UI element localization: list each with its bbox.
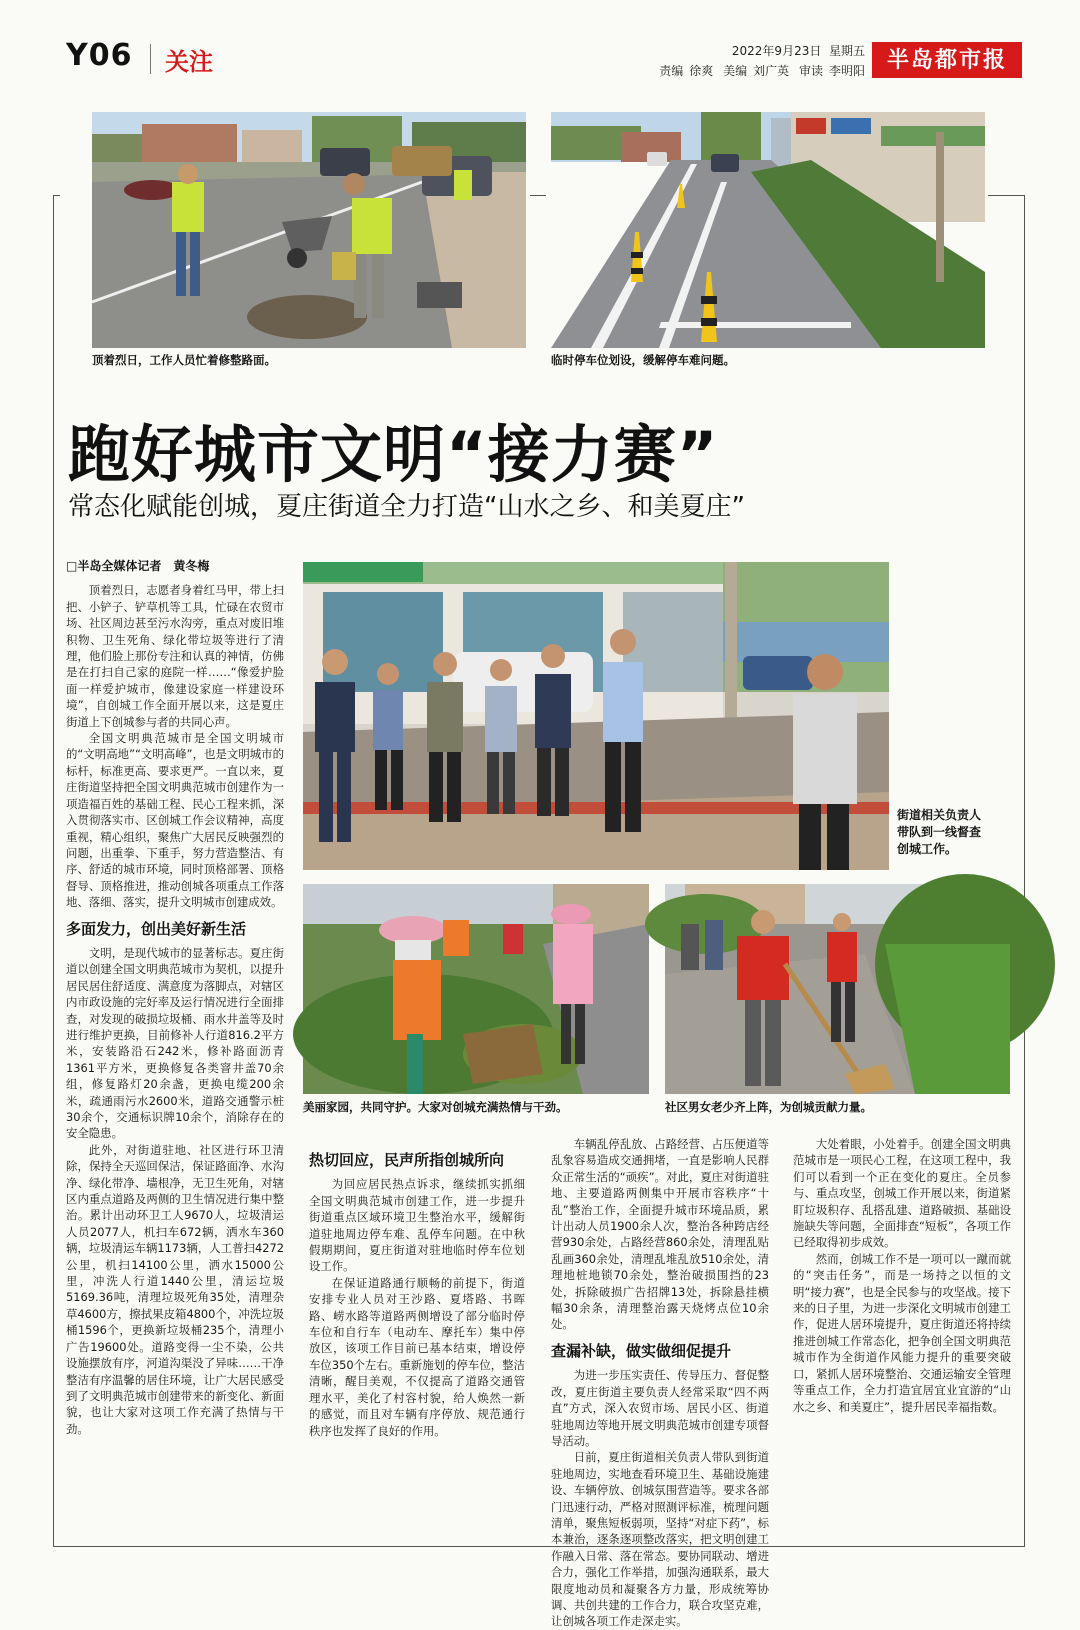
photo-parking-spaces	[551, 112, 985, 348]
headline: 跑好城市文明“接力赛”	[68, 418, 719, 491]
section-2-paragraph-3: 车辆乱停乱放、占路经营、占压便道等乱象容易造成交通拥堵，一直是影响人民群众正常生活的“顽疾”。对此，夏庄对街道驻地、主要道路两侧集中开展市容秩序“十乱”整治工作，全面提升城市环境品质，累计出动人员1900余人次，整治各种跨店经营930余处，占路经营860余处，清理乱贴乱画360余处，清理乱堆乱放510余处，清理地桩地锁70余处，整治破损围挡的23处，拆除破损广告招牌13处，拆除悬挂横幅30余条，清理整治露天烧烤点位10余处。	[551, 1137, 769, 1332]
designer-name: 刘广英	[753, 64, 790, 78]
subheadline: 常态化赋能创城，夏庄街道全力打造“山水之乡、和美夏庄”	[68, 492, 745, 522]
section-2-title: 热切回应，民声所指创城所向	[309, 1151, 505, 1169]
section-3-paragraph-3: 大处着眼，小处着手。创建全国文明典范城市是一项民心工程，在这项工程中，我们可以看到一个正在变化的夏庄。全员参与、重点攻坚，创城工作开展以来，街道紧盯垃圾积存、乱搭乱建、道路破损、基础设施缺失等问题，全面排查“短板”，各项工作已经取得初步成效。	[793, 1137, 1011, 1250]
intro-paragraph-1: 顶着烈日，志愿者身着红马甲，带上扫把、小铲子、铲草机等工具，忙碌在农贸市场、社区周边甚至污水沟旁，重点对废旧堆积物、卫生死角、绿化带垃圾等进行了清理，他们脸上那份专注和认真的神情，仿佛是在打扫自己家的庭院一样……“像爱护脸面一样爱护城市，像建设家庭一样建设环境”，自创城工作全面开展以来，这是夏庄街道上下创城参与者的共同心声。	[66, 583, 284, 729]
article-column-3	[551, 1136, 769, 1629]
intro-paragraph-2: 全国文明典范城市是全国文明城市的“文明高地”“文明高峰”，也是文明城市的标杆，标准更高、要求更严。一直以来，夏庄街道坚持把全国文明典范城市创建作为一项造福百姓的基础工程、民心工程来抓，深入贯彻落实市、区创城工作会议精神，高度重视，精心组织，聚焦广大居民反映强烈的问题，出重拳、下重手，努力营造整洁、有序、舒适的城市环境，同时顶格部署、顶格督导、顶格推进，推动创城各项重点工作落地、落细、落实，提升文明城市创建成效。	[66, 731, 284, 910]
photo-caption-community: 社区男女老少齐上阵，为创城贡献力量。	[665, 1100, 872, 1114]
date-text: 2022年9月23日	[731, 44, 822, 58]
section-1-paragraph-2: 此外，对街道驻地、社区进行环卫清除，保持全天巡回保洁，保证路面净、水沟净、绿化带净、墙根净，无卫生死角，对辖区内重点道路及两侧的卫生情况进行集中整治。累计出动环卫工人9670人，垃圾清运人员2077人，机扫车672辆，洒水车360辆，垃圾清运车辆1173辆，人工普扫4272公里，机扫14100公里，洒水15000公里，冲洗人行道1440公里，清运垃圾5169.36吨，清理垃圾死角35处，清理杂草4600方，擦拭果皮箱4800个，冲洗垃圾桶1596个，更换新垃圾桶235个，清理小广告19600处。道路变得一尘不染，公共设施摆放有序，河道沟渠没了异味……干净整洁有序温馨的居住环境，让广大居民感受到了文明典范城市创建带来的新变化、新面貌，也让大家对这项工作充满了热情与干劲。	[66, 1142, 284, 1436]
section-1-title: 多面发力，创出美好新生活	[66, 919, 247, 938]
photo-caption-inspection: 街道相关负责人带队到一线督查创城工作。	[897, 808, 982, 856]
photo-caption-parking: 临时停车位划设，缓解停车难问题。	[551, 353, 735, 367]
photo-caption-road-repair: 顶着烈日，工作人员忙着修整路面。	[92, 353, 276, 367]
photo-volunteers-cleaning	[303, 884, 649, 1094]
issue-date	[732, 42, 865, 59]
article-column-4	[793, 1136, 1011, 1540]
editor-name: 徐爽	[689, 64, 714, 78]
section-label: 关注	[165, 48, 213, 76]
section-2-paragraph-2: 在保证道路通行顺畅的前提下，街道安排专业人员对王沙路、夏塔路、书晖路、崂水路等道路两侧增设了部分临时停车位和自行车（电动车、摩托车）集中停放区，该项工作目前已基本结束，增设停车位350个左右。重新施划的停车位，整洁清晰，醒目美观，不仅提高了道路交通管理水平，美化了村容村貌，给人焕然一新的感觉，而且对车辆有序停放、规范通行秩序也发挥了良好的作用。	[309, 1275, 525, 1438]
photo-caption-volunteers: 美丽家园，共同守护。大家对创城充满热情与干劲。	[303, 1100, 568, 1114]
photo-community-sweeping	[665, 884, 1010, 1094]
proofreader-label: 审读	[798, 64, 823, 78]
staff-credits	[653, 62, 865, 79]
section-3-paragraph-1: 为进一步压实责任、传导压力、督促整改，夏庄街道主要负责人经常采取“四不两直”方式，深入农贸市场、居民小区、街道驻地周边等地开展文明典范城市创建专项督导活动。	[551, 1368, 769, 1448]
section-2-paragraph-1: 为回应居民热点诉求，继续抓实抓细全国文明典范城市创建工作，进一步提升街道重点区域环境卫生整治水平，缓解街道驻地周边停车难、乱停车问题。在中秋假期期间，夏庄街道对驻地临时停车位划设工作。	[309, 1177, 525, 1274]
designer-label: 美编	[723, 64, 748, 78]
weekday-text: 星期五	[828, 44, 865, 58]
photo-road-repair	[92, 112, 526, 348]
article-column-1	[66, 558, 284, 1540]
editor-label: 责编	[659, 64, 684, 78]
section-1-paragraph-1: 文明，是现代城市的显著标志。夏庄街道以创建全国文明典范城市为契机，以提升居民居住舒适度、满意度为落脚点，对辖区内市政设施的完好率及运行情况进行全面排查，对发现的破损垃圾桶、雨水井盖等及时进行维护更换，目前修补人行道816.2平方米，安装路沿石242米，修补路面沥青1361平方米，更换修复各类窨井盖70余组，修复路灯20余盏，更换电缆200余米，疏通雨污水2600米，道路交通警示桩30余个，交通标识牌10余个，消除存在的安全隐患。	[66, 945, 284, 1141]
section-3-title: 查漏补缺，做实做细促提升	[551, 1341, 732, 1360]
article-column-2	[309, 1150, 525, 1540]
photo-inspection-team	[303, 562, 889, 870]
section-3-paragraph-2: 日前，夏庄街道相关负责人带队到街道驻地周边，实地查看环境卫生、基础设施建设、车辆停放、创城氛围营造等。要求各部门迅速行动，严格对照测评标准，梳理问题清单，聚焦短板弱项，坚持“对症下药”，标本兼治，逐条逐项整改落实，把文明创建工作融入日常、落在常态。要协同联动、增进合力，强化工作举措，加强沟通联系，最大限度地动员和凝聚各方力量，形成统筹协调、共创共建的工作合力，联合攻坚克难，让创城各项工作走深走实。	[551, 1450, 769, 1629]
proofreader-name: 李明阳	[828, 64, 865, 78]
newspaper-masthead: 半岛都市报	[872, 42, 1022, 78]
section-3-paragraph-4: 然而，创城工作不是一项可以一蹴而就的“突击任务”，而是一场持之以恒的文明“接力赛”，也是全民参与的攻坚战。接下来的日子里，为进一步深化文明城市创建工作，促进人居环境提升，夏庄街道还将持续推进创城工作常态化，把争创全国文明典范城市作为全街道作风能力提升的重要突破口，紧抓人居环境整治、交通运输安全管理等重点工作，全力打造宜居宜业宜游的“山水之乡、和美夏庄”，提升居民幸福指数。	[793, 1251, 1011, 1414]
byline: □半岛全媒体记者 黄冬梅	[66, 559, 210, 573]
header-divider	[150, 44, 151, 74]
page-number: Y06	[66, 38, 133, 73]
